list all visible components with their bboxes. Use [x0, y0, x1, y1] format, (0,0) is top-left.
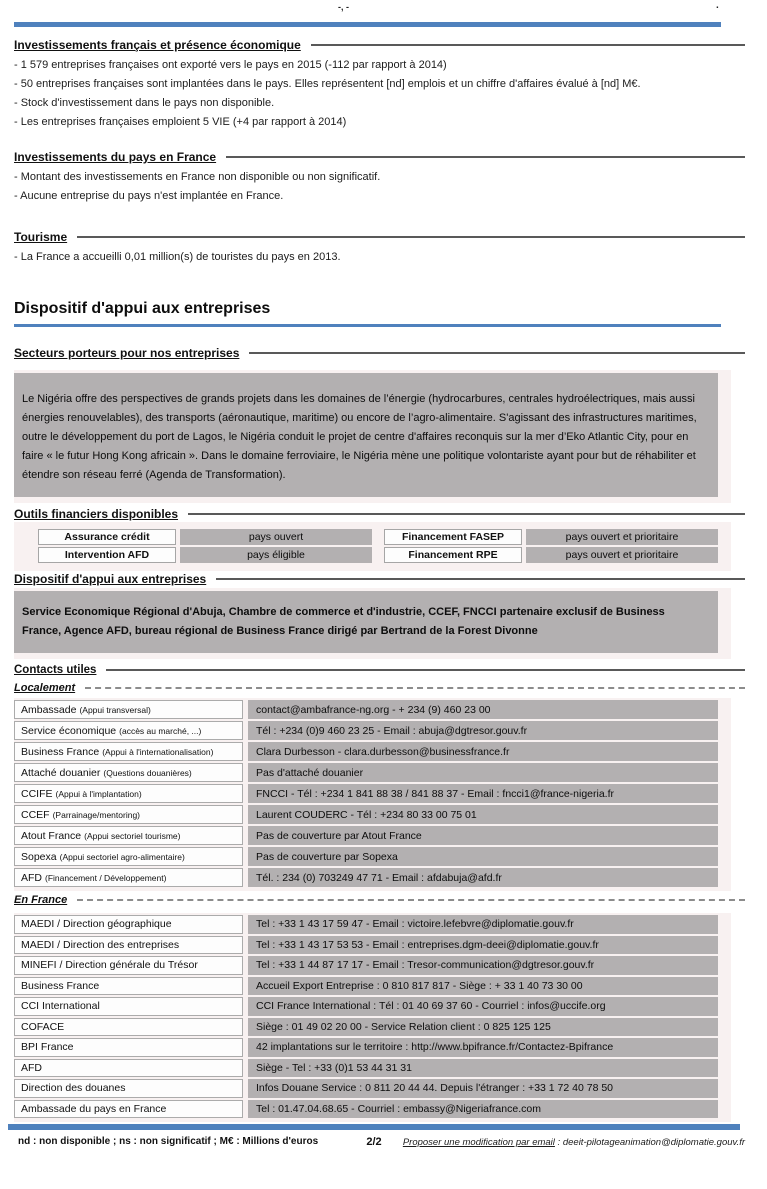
section-title: Investissements français et présence économique — [14, 38, 301, 52]
section-secteurs-heading — [14, 346, 745, 360]
contact-value-cell: Laurent COUDERC - Tél : +234 80 33 00 75 01 — [248, 805, 718, 824]
page-title: Dispositif d'appui aux entreprises — [14, 300, 271, 317]
contact-name-cell — [14, 784, 243, 803]
contact-row — [14, 847, 718, 866]
contact-name-cell — [14, 997, 243, 1016]
bullet-line: - La France a accueilli 0,01 million(s) de touristes du pays en 2013. — [14, 251, 341, 263]
financial-tool-status: pays éligible — [180, 547, 372, 563]
contact-name: CCIFE — [21, 787, 53, 800]
contact-row — [14, 1100, 718, 1119]
contact-name: AFD — [21, 1061, 42, 1074]
contact-name-cell — [14, 868, 243, 887]
contact-name: CCEF — [21, 808, 50, 821]
dashed-divider — [77, 899, 745, 901]
contact-value-cell: contact@ambafrance-ng.org - + 234 (9) 460 23 00 — [248, 700, 718, 719]
contact-row — [14, 826, 718, 845]
financial-tool-row — [384, 529, 718, 545]
financial-tool-status: pays ouvert et prioritaire — [526, 529, 718, 545]
bottom-rule-bar — [8, 1124, 740, 1130]
section-divider — [77, 236, 745, 238]
contact-name: Atout France — [21, 829, 82, 842]
bullet-list — [14, 248, 745, 267]
contact-name: Direction des douanes — [21, 1082, 126, 1095]
section-tourisme — [14, 230, 745, 267]
subsection-title: Contacts utiles — [14, 664, 97, 676]
section-divider — [249, 352, 745, 354]
contacts-local-table — [14, 698, 731, 891]
contact-value-cell: 42 implantations sur le territoire : http://www.bpifrance.fr/Contactez-Bpifrance — [248, 1038, 718, 1057]
page-number: 2/2 — [366, 1136, 382, 1148]
header-dot: . — [716, 0, 719, 11]
section-title: Investissements du pays en France — [14, 150, 217, 164]
contact-note: (accès au marché, ...) — [119, 725, 202, 736]
section-divider — [106, 669, 745, 671]
contact-name-cell — [14, 956, 243, 975]
financial-tools-column-right — [384, 529, 718, 563]
financial-tool-row — [38, 547, 372, 563]
financial-tool-label: Financement FASEP — [384, 529, 522, 545]
contact-value-cell: Tél : +234 (0)9 460 23 25 - Email : abuja@dgtresor.gouv.fr — [248, 721, 718, 740]
section-divider — [216, 578, 745, 580]
contact-value-cell: Tél. : 234 (0) 703249 47 71 - Email : afdabuja@afd.fr — [248, 868, 718, 887]
financial-tool-label: Intervention AFD — [38, 547, 176, 563]
contact-name: Ambassade — [21, 703, 77, 716]
contact-row — [14, 742, 718, 761]
contact-note: (Questions douanières) — [103, 767, 192, 778]
section-dispositif — [14, 300, 721, 327]
contacts-france-heading — [14, 894, 745, 906]
contact-name: BPI France — [21, 1041, 74, 1054]
contact-name-cell — [14, 1059, 243, 1078]
financial-tool-label: Financement RPE — [384, 547, 522, 563]
section-dispositif-sub-heading — [14, 572, 745, 586]
contact-name-cell — [14, 1038, 243, 1057]
subsection-title: Localement — [14, 682, 76, 694]
contact-value-cell: Pas d'attaché douanier — [248, 763, 718, 782]
contact-name-cell — [14, 721, 243, 740]
financial-tool-status: pays ouvert — [180, 529, 372, 545]
contact-name: COFACE — [21, 1020, 65, 1033]
contact-row — [14, 977, 718, 996]
contact-note: (Appui à l'implantation) — [55, 788, 142, 799]
section-contacts-heading — [14, 664, 745, 676]
section-title: Tourisme — [14, 230, 68, 244]
contact-row — [14, 868, 718, 887]
bullet-line: - 1 579 entreprises françaises ont exporté vers le pays en 2015 (-112 par rapport à 2014) — [14, 59, 447, 71]
section-divider — [188, 513, 745, 515]
bullet-list — [14, 168, 745, 206]
contact-row — [14, 721, 718, 740]
page-footer — [14, 1136, 745, 1152]
contact-value-cell: Tel : +33 1 43 17 59 47 - Email : victoire.lefebvre@diplomatie.gouv.fr — [248, 915, 718, 934]
contact-value-cell: Tel : 01.47.04.68.65 - Courriel : embassy@Nigeriafrance.com — [248, 1100, 718, 1119]
financial-tool-label: Assurance crédit — [38, 529, 176, 545]
financial-tool-row — [384, 547, 718, 563]
contact-name-cell — [14, 915, 243, 934]
contact-row — [14, 915, 718, 934]
contact-name-cell — [14, 1100, 243, 1119]
title-rule — [14, 324, 721, 327]
section-investissements-francais — [14, 38, 745, 132]
mailto-link-email: : deeit-pilotageanimation@diplomatie.gouv.fr — [554, 1137, 745, 1148]
dashed-divider — [85, 687, 745, 689]
section-outils-heading — [14, 507, 745, 521]
contact-value-cell: Clara Durbesson - clara.durbesson@businessfrance.fr — [248, 742, 718, 761]
contact-value-cell: FNCCI - Tél : +234 1 841 88 38 / 841 88 37 - Email : fncci1@france-nigeria.fr — [248, 784, 718, 803]
financial-tools-column-left — [38, 529, 372, 563]
contact-row — [14, 784, 718, 803]
contact-name: MAEDI / Direction géographique — [21, 918, 172, 931]
contact-row — [14, 700, 718, 719]
dispositif-band — [14, 588, 731, 659]
top-rule-bar — [14, 22, 721, 27]
contact-row — [14, 763, 718, 782]
contact-name: Sopexa — [21, 850, 57, 863]
contact-name: Attaché douanier — [21, 766, 101, 779]
contacts-local-heading — [14, 682, 745, 694]
subsection-title: Outils financiers disponibles — [14, 507, 179, 521]
contact-name-cell — [14, 826, 243, 845]
dispositif-text-block: Service Economique Régional d'Abuja, Chambre de commerce et d'industrie, CCEF, FNCCI partenaire exclusif de Business France, Agence AFD, bureau régional de Business France dirigé par Bertrand de la Forest Divonne — [14, 591, 718, 653]
bullet-line: - Aucune entreprise du pays n'est implantée en France. — [14, 190, 284, 202]
financial-tool-status: pays ouvert et prioritaire — [526, 547, 718, 563]
subsection-title: Dispositif d'appui aux entreprises — [14, 572, 207, 586]
bullet-line: - Les entreprises françaises emploient 5 VIE (+4 par rapport à 2014) — [14, 116, 347, 128]
bullet-line: - 50 entreprises françaises sont implantées dans le pays. Elles représentent [nd] emplois et un chiffre d'affaires évalué à [nd] M€. — [14, 78, 641, 90]
contact-name: MAEDI / Direction des entreprises — [21, 938, 180, 951]
contact-name: MINEFI / Direction générale du Trésor — [21, 959, 198, 972]
contact-name: Ambassade du pays en France — [21, 1102, 167, 1115]
bullet-line: - Montant des investissements en France non disponible ou non significatif. — [14, 171, 381, 183]
contacts-france-table — [14, 913, 731, 1122]
financial-tool-row — [38, 529, 372, 545]
contact-row — [14, 936, 718, 955]
contact-name-cell — [14, 977, 243, 996]
secteurs-text-block: Le Nigéria offre des perspectives de grands projets dans les domaines de l’énergie (hydrocarbures, centrales hydroélectriques, mais aussi énergies renouvelables), des transports (aéronautique, maritime) ou encore de l’agro-alimentaire. S'agissant des infrastructures maritimes, outre le développement du port de Lagos, le Nigéria conduit le projet de centre d'affaires reconquis sur la mer d’Eko Atlantic City, pour en faire « le futur Hong Kong africain ». Dans le domaine ferroviaire, le Nigéria mène une politique volontariste ayant pour but de réhabiliter et étendre son réseau ferré (Agenda de Transformation). — [14, 373, 718, 497]
contact-row — [14, 1079, 718, 1098]
subsection-title: En France — [14, 894, 68, 906]
contact-note: (Financement / Développement) — [45, 872, 167, 883]
contact-note: (Appui sectoriel agro-alimentaire) — [59, 851, 185, 862]
contact-name-cell — [14, 847, 243, 866]
contact-value-cell: Tel : +33 1 43 17 53 53 - Email : entreprises.dgm-deei@diplomatie.gouv.fr — [248, 936, 718, 955]
contact-name: Business France — [21, 745, 100, 758]
contact-name-cell — [14, 742, 243, 761]
contact-note: (Parrainage/mentoring) — [52, 809, 140, 820]
contact-value-cell: Siège : 01 49 02 20 00 - Service Relation client : 0 825 125 125 — [248, 1018, 718, 1037]
subsection-title: Secteurs porteurs pour nos entreprises — [14, 346, 240, 360]
contact-row — [14, 997, 718, 1016]
outils-band — [14, 522, 731, 571]
contact-note: (Appui transversal) — [79, 704, 151, 715]
contact-row — [14, 956, 718, 975]
contact-name: Business France — [21, 979, 100, 992]
contact-name-cell — [14, 763, 243, 782]
contact-value-cell: CCI France International : Tél : 01 40 69 37 60 - Courriel : infos@uccife.org — [248, 997, 718, 1016]
contact-name: AFD — [21, 871, 42, 884]
bullet-line: - Stock d'investissement dans le pays non disponible. — [14, 97, 275, 109]
section-divider — [311, 44, 745, 46]
contact-row — [14, 1059, 718, 1078]
contact-note: (Appui à l'internationalisation) — [102, 746, 214, 757]
contact-value-cell: Infos Douane Service : 0 811 20 44 44. Depuis l'étranger : +33 1 72 40 78 50 — [248, 1079, 718, 1098]
contact-row — [14, 805, 718, 824]
section-investissements-pays — [14, 150, 745, 206]
section-divider — [226, 156, 745, 158]
mailto-link-label[interactable]: Proposer une modification par email — [402, 1137, 555, 1148]
contact-value-cell: Pas de couverture par Atout France — [248, 826, 718, 845]
contact-note: (Appui sectoriel tourisme) — [84, 830, 181, 841]
contact-value-cell: Tel : +33 1 44 87 17 17 - Email : Tresor-communication@dgtresor.gouv.fr — [248, 956, 718, 975]
contact-name-cell — [14, 805, 243, 824]
bullet-list — [14, 56, 745, 132]
contact-value-cell: Accueil Export Entreprise : 0 810 817 817 - Siège : + 33 1 40 73 30 00 — [248, 977, 718, 996]
contact-name-cell — [14, 1018, 243, 1037]
footer-modification-link[interactable] — [403, 1137, 745, 1148]
contact-name-cell — [14, 936, 243, 955]
contact-name-cell — [14, 1079, 243, 1098]
secteurs-band — [14, 370, 731, 503]
contact-name-cell — [14, 700, 243, 719]
contact-name: Service économique — [21, 724, 117, 737]
contact-row — [14, 1018, 718, 1037]
contact-value-cell: Siège - Tel : +33 (0)1 53 44 31 31 — [248, 1059, 718, 1078]
header-fragment: -, - — [338, 2, 349, 12]
financial-tools-table — [14, 525, 718, 565]
contact-row — [14, 1038, 718, 1057]
footer-legend: nd : non disponible ; ns : non significatif ; M€ : Millions d'euros — [18, 1136, 319, 1147]
contact-value-cell: Pas de couverture par Sopexa — [248, 847, 718, 866]
contact-name: CCI International — [21, 1000, 100, 1013]
